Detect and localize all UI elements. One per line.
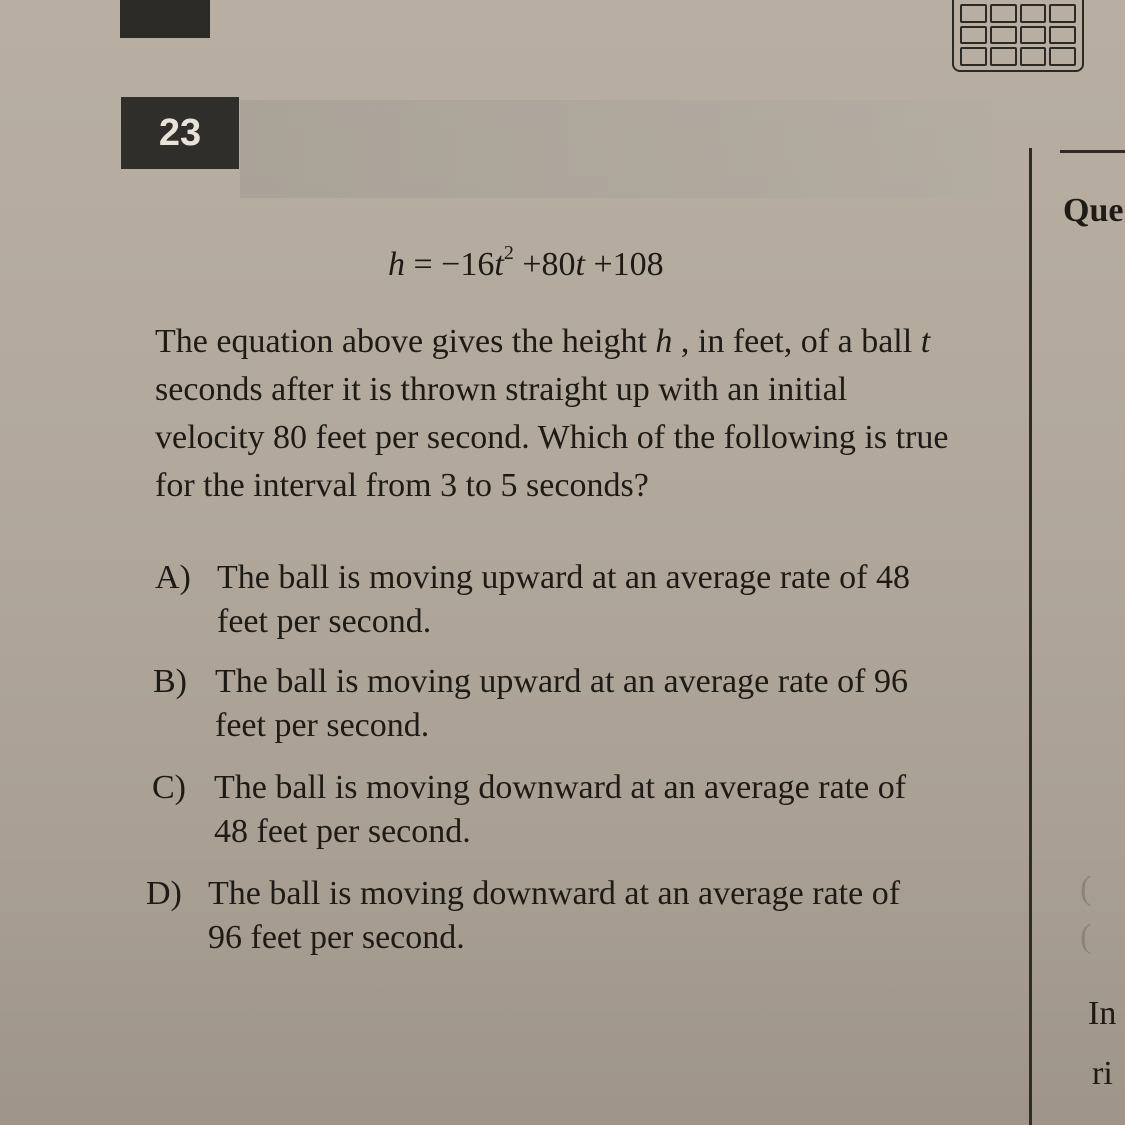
question-number-badge	[121, 97, 239, 169]
answer-choice-a[interactable]	[155, 556, 935, 644]
answer-choice-c[interactable]	[152, 766, 932, 854]
choice-letter: D)	[146, 875, 182, 912]
side-column-rule	[1060, 150, 1125, 153]
question-number: 23	[158, 111, 202, 154]
choice-letter: B)	[153, 663, 187, 700]
side-handwritten-marks: ( (	[1080, 870, 1092, 955]
choice-letter: C)	[152, 769, 186, 806]
equation-tail: +108	[584, 246, 664, 283]
stem-part3: seconds after it is thrown straight up with an initial velocity 80 feet per second. Which of the following is true for the interval from 3 to 5 seconds?	[155, 371, 949, 504]
equation-mid: +80	[513, 246, 576, 283]
side-heading-fragment: Que	[1063, 192, 1124, 229]
answer-choice-b[interactable]	[153, 660, 933, 748]
calculator-icon	[952, 0, 1084, 72]
choice-text: The ball is moving upward at an average rate of 48 feet per second.	[217, 559, 910, 640]
column-divider	[1029, 148, 1032, 1125]
stem-part2: , in feet, of a ball	[672, 323, 921, 360]
stem-var-t: t	[920, 323, 931, 360]
height-equation	[388, 242, 664, 284]
equation-var-t1: t	[494, 246, 504, 283]
question-header-band	[240, 100, 992, 198]
equation-lhs: h	[388, 246, 405, 283]
equation-eq: = −16	[405, 246, 495, 283]
answer-choice-d[interactable]	[146, 872, 926, 960]
stem-part1: The equation above gives the height	[155, 323, 656, 360]
side-text-fragment-in: In	[1088, 995, 1117, 1032]
side-text-fragment-ri: ri	[1092, 1055, 1113, 1092]
question-stem	[155, 318, 955, 510]
stem-var-h: h	[655, 323, 673, 360]
equation-var-t2: t	[575, 246, 585, 283]
choice-text: The ball is moving upward at an average rate of 96 feet per second.	[215, 663, 908, 744]
equation-exponent: 2	[503, 242, 514, 264]
choice-text: The ball is moving downward at an average rate of 48 feet per second.	[214, 769, 907, 850]
choice-text: The ball is moving downward at an average rate of 96 feet per second.	[208, 875, 901, 956]
choice-letter: A)	[155, 559, 191, 596]
top-header-bar	[120, 0, 210, 38]
